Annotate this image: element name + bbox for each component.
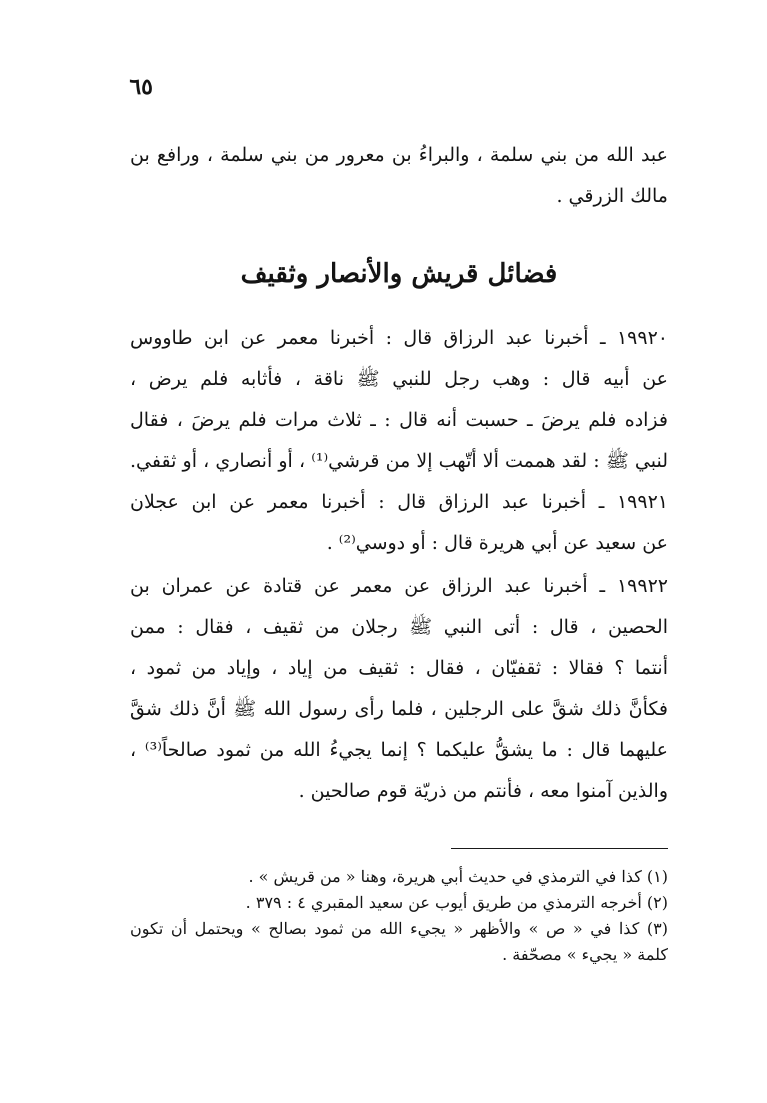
text-line: ١٩٩٢١ ـ أخبرنا عبد الرزاق قال : أخبرنا معمر عن ابن عجلان: [130, 491, 668, 513]
text-line: والذين آمنوا معه ، فأنتم من ذريّة قوم صالحين .: [298, 780, 668, 802]
intro-paragraph: [130, 135, 668, 217]
text-line: لنبي ﷺ : لقد هممت ألا أتّهب إلا من قرشي⁽¹⁾ ، أو أنصاري ، أو ثقفي.: [130, 450, 668, 472]
footnote-1: (١) كذا في الترمذي في حديث أبي هريرة، وهنا « من قريش » .: [248, 867, 668, 886]
page-number: ٦٥: [129, 74, 153, 100]
text-line: عليهما قال : ما يشقُّ عليكما ؟ إنما يجيءُ الله من ثمود صالحاً⁽³⁾ ،: [130, 739, 668, 761]
text-line: فزاده فلم يرضَ ـ حسبت أنه قال : ـ ثلاث مرات فلم يرضَ ، فقال: [130, 409, 668, 431]
text-line: مالك الزرقي .: [556, 185, 668, 207]
footnote-3: (٣) كذا في « ص » والأظهر « يجيء الله من ثمود بصالح » ويحتمل أن تكون: [130, 919, 668, 938]
footnote-3-continued: كلمة « يجيء » مصحّفة .: [502, 945, 668, 964]
hadith-19921: [130, 482, 668, 564]
section-title: فضائل قريش والأنصار وثقيف: [240, 259, 558, 289]
footnotes: [130, 864, 668, 968]
text-line: عن أبيه قال : وهب رجل للنبي ﷺ ناقة ، فأثابه فلم يرض ،: [130, 368, 668, 390]
text-line: فكأنَّ ذلك شقَّ على الرجلين ، فلما رأى رسول الله ﷺ أنَّ ذلك شقَّ: [130, 698, 668, 720]
footnote-2: (٢) أخرجه الترمذي من طريق أيوب عن سعيد المقبري ٤ : ٣٧٩ .: [245, 893, 668, 912]
footnote-divider: [451, 848, 668, 849]
text-line: عن سعيد عن أبي هريرة قال : أو دوسي⁽²⁾ .: [326, 532, 668, 554]
text-line: الحصين ، قال : أتى النبي ﷺ رجلان من ثقيف ، فقال : ممن: [130, 616, 668, 638]
hadith-19920: [130, 318, 668, 482]
text-line: عبد الله من بني سلمة ، والبراءُ بن معرور من بني سلمة ، ورافع بن: [130, 144, 668, 166]
text-line: أنتما ؟ فقالا : ثقفيّان ، فقال : ثقيف من إياد ، وإياد من ثمود ،: [130, 657, 668, 679]
hadith-19922: [130, 566, 668, 812]
text-line: ١٩٩٢٢ ـ أخبرنا عبد الرزاق عن معمر عن قتادة عن عمران بن: [130, 575, 668, 597]
text-line: ١٩٩٢٠ ـ أخبرنا عبد الرزاق قال : أخبرنا معمر عن ابن طاووس: [130, 327, 668, 349]
